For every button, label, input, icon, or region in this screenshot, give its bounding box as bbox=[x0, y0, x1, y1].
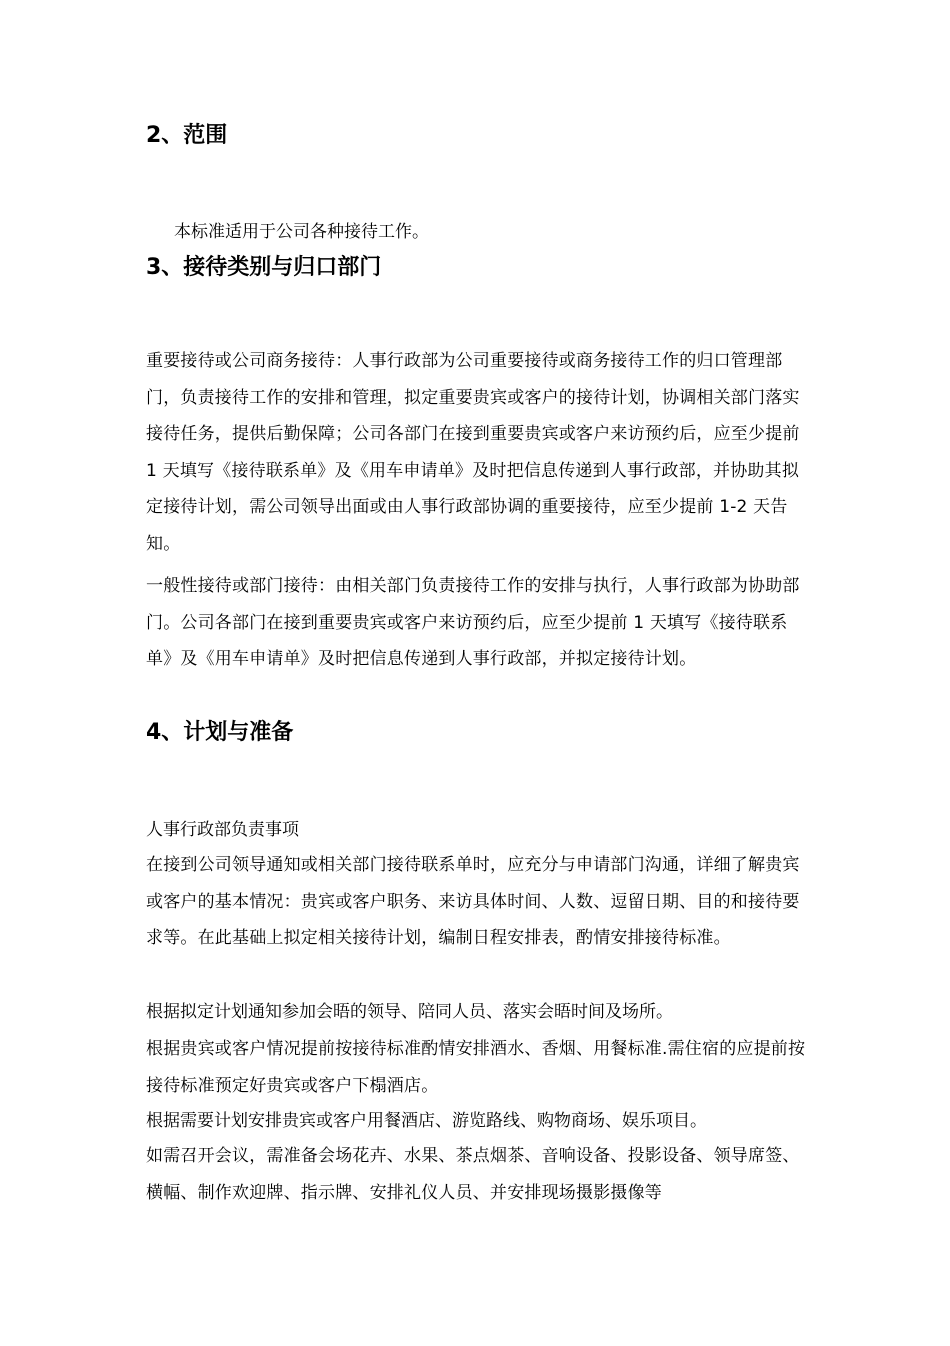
section-heading-reception-types: 3、接待类别与归口部门 bbox=[146, 255, 382, 280]
planning-paragraph-catering: 根据贵宾或客户情况提前按接待标准酌情安排酒水、香烟、用餐标准.需住宿的应提前按接待标准预定好贵宾或客户下榻酒店。 bbox=[146, 1039, 806, 1096]
planning-paragraph-communication: 在接到公司领导通知或相关部门接待联系单时，应充分与申请部门沟通，详细了解贵宾或客户的基本情况：贵宾或客户职务、来访具体时间、人数、逗留日期、目的和接待要求等。在此基础上拟定相关接待计划，编制日程安排表，酌情安排接待标准。 bbox=[146, 855, 800, 948]
section-heading-scope: 2、范围 bbox=[146, 123, 228, 148]
planning-paragraph-itinerary: 根据需要计划安排贵宾或客户用餐酒店、游览路线、购物商场、娱乐项目。 bbox=[146, 1111, 707, 1131]
general-reception-paragraph: 一般性接待或部门接待：由相关部门负责接待工作的安排与执行，人事行政部为协助部门。公司各部门在接到重要贵宾或客户来访预约后，应至少提前 1 天填写《接待联系单》及《用车申请单》及时把信息传递到人事行政部，并拟定接待计划。 bbox=[146, 576, 800, 669]
important-reception-paragraph: 重要接待或公司商务接待：人事行政部为公司重要接待或商务接待工作的归口管理部门，负责接待工作的安排和管理，拟定重要贵宾或客户的接待计划，协调相关部门落实接待任务，提供后勤保障；公司各部门在接到重要贵宾或客户来访预约后，应至少提前 1 天填写《接待联系单》及《用车申请单》及时把信息传递到人事行政部，并协助其拟定接待计划，需公司领导出面或由人事行政部协调的重要接待，应至少提前 1-2 天告知。 bbox=[146, 351, 800, 554]
planning-paragraph-meeting: 如需召开会议，需准备会场花卉、水果、茶点烟茶、音响设备、投影设备、领导席签、横幅、制作欢迎牌、指示牌、安排礼仪人员、并安排现场摄影摄像等 bbox=[146, 1146, 800, 1203]
planning-paragraph-notify: 根据拟定计划通知参加会晤的领导、陪同人员、落实会晤时间及场所。 bbox=[146, 1002, 673, 1022]
section-heading-planning: 4、计划与准备 bbox=[146, 720, 294, 745]
admin-duties-subheading: 人事行政部负责事项 bbox=[146, 820, 299, 840]
scope-paragraph: 本标准适用于公司各种接待工作。 bbox=[174, 222, 429, 242]
